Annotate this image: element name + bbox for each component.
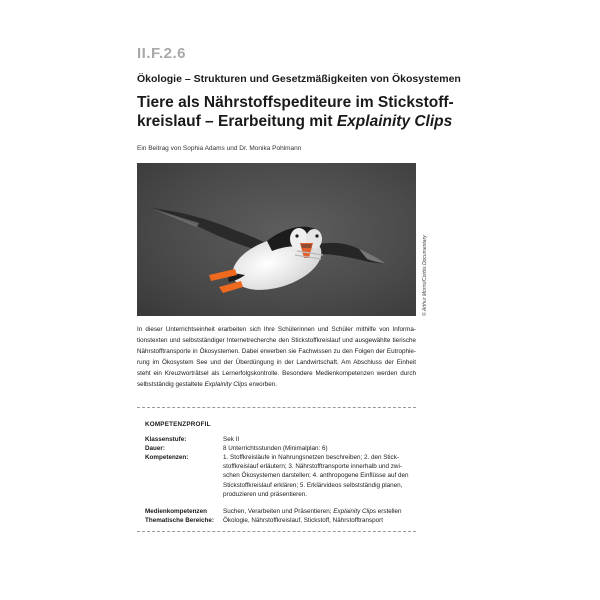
profile-bottom-divider bbox=[137, 531, 416, 532]
profile-label: Thematische Bereiche: bbox=[145, 517, 214, 524]
intro-line: tionstexten und selbstständiger Internetrecherche den Stickstoffkreislauf und ausgewählte tierische bbox=[137, 336, 416, 344]
bird-eye bbox=[295, 234, 298, 237]
title-line-2 bbox=[137, 112, 453, 131]
kompetenzen-line: schen Ökosystemen darstellen; 4. anthropogene Einflüsse auf den bbox=[223, 472, 409, 480]
medien-text: Suchen, Verarbeiten und Präsentieren; bbox=[223, 508, 334, 515]
medien-italic: Explainity Clips bbox=[333, 508, 376, 515]
title-line-2-italic: Explainity Clips bbox=[336, 113, 453, 130]
profile-value bbox=[223, 507, 415, 516]
puffin-photo bbox=[137, 163, 416, 316]
profile-top-divider bbox=[137, 407, 416, 408]
intro-paragraph bbox=[137, 325, 416, 390]
intro-last-italic: Explainity Clips bbox=[204, 380, 248, 388]
photo-credit: © Arthur Morris/Corbis Documentary bbox=[422, 235, 428, 316]
intro-line: steht ein Kreuzworträtsel als Lernerfolgskontrolle. Besondere Medienkompetenzen werden durch bbox=[137, 369, 416, 377]
kompetenzen-line: Stickstoffkreislauf erklären; 5. Erklärvideos selbstständig planen, bbox=[223, 481, 403, 489]
intro-line: rung im Ökosystem See und der Überdüngung in der Landwirtschaft. Am Abschluss der Einheit bbox=[137, 358, 416, 366]
kompetenzen-line: produzieren und präsentieren. bbox=[223, 490, 308, 498]
profile-label: Medienkompetenzen bbox=[145, 508, 207, 515]
profile-value: Ökologie, Nährstoffkreislauf, Stickstoff, Nährstofftransport bbox=[223, 517, 383, 524]
intro-last-end: erworben. bbox=[247, 380, 278, 388]
profile-label: Klassenstufe: bbox=[145, 436, 187, 443]
profile-heading: KOMPETENZPROFIL bbox=[145, 421, 211, 428]
medien-end: erstellen bbox=[375, 508, 402, 515]
kompetenzen-line: 1. Stoffkreisläufe in Nahrungsnetzen beschreiben; 2. den Stick- bbox=[223, 454, 399, 461]
profile-label: Dauer: bbox=[145, 445, 165, 452]
profile-value bbox=[223, 453, 415, 499]
intro-line: Nährstofftransporte in Ökosystemen. Dabei erwerben sie Fachwissen zu den Folgen der Eutrophie- bbox=[137, 347, 416, 355]
intro-last-text: selbstständig gestaltete bbox=[137, 380, 205, 388]
kompetenzen-line: stoffkreislauf erläutern; 3. Nährstofftransporte innerhalb und zwi- bbox=[223, 463, 402, 471]
page-title bbox=[137, 93, 454, 131]
title-line-1: Tiere als Nährstoffspediteure im Stickstoff- bbox=[137, 94, 454, 111]
author-byline: Ein Beitrag von Sophia Adams und Dr. Monika Pohlmann bbox=[137, 145, 302, 152]
profile-label: Kompetenzen: bbox=[145, 454, 189, 461]
profile-value: 8 Unterrichtsstunden (Minimalplan: 6) bbox=[223, 445, 328, 452]
intro-line: In dieser Unterrichtseinheit erarbeiten sich Ihre Schülerinnen und Schüler mithilfe von Informa- bbox=[137, 326, 416, 333]
title-line-2-text: kreislauf – Erarbeitung mit bbox=[137, 113, 337, 130]
section-code: II.F.2.6 bbox=[137, 45, 187, 62]
profile-value: Sek II bbox=[223, 436, 240, 443]
intro-line-last bbox=[137, 380, 416, 391]
subject-heading: Ökologie – Strukturen und Gesetzmäßigkeiten von Ökosystemen bbox=[137, 73, 461, 85]
